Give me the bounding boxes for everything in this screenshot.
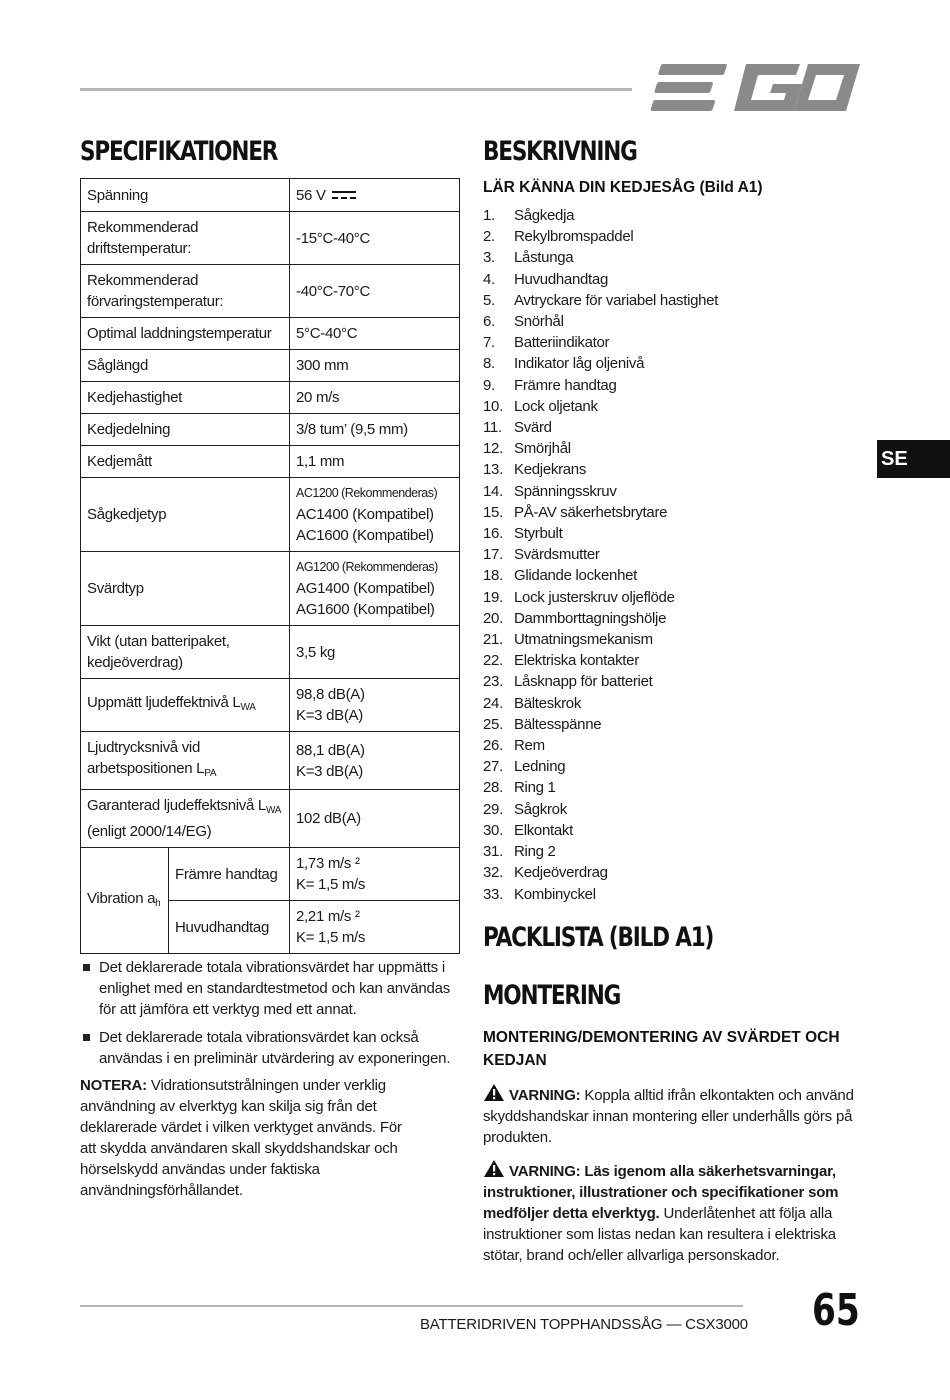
item-text: Utmatningsmekanism (514, 631, 653, 649)
table-row (81, 212, 460, 265)
packlist-heading: PACKLISTA (BILD A1) (483, 922, 714, 953)
bar-type-compatible-1: AG1400 (Kompatibel) (296, 580, 435, 597)
footer-rule (80, 1305, 743, 1307)
table-row (81, 848, 460, 901)
item-text: Ring 2 (514, 843, 556, 861)
item-text: PÅ-AV säkerhetsbrytare (514, 503, 668, 521)
table-row (81, 732, 460, 790)
spec-value (290, 478, 460, 552)
spec-value: 300 mm (290, 350, 460, 382)
list-item (483, 587, 718, 608)
list-item (483, 735, 718, 756)
list-item: Det deklarerade totala vibrationsvärdet har uppmätts i enlighet med en standardtestmetod och kan användas för att jämföra ett verktyg med ett annat. (80, 957, 460, 1020)
spec-value (290, 679, 460, 732)
spec-label: Vibration $a_h$ (81, 848, 169, 954)
item-number: 12. (483, 440, 503, 458)
item-text: Lock oljetank (514, 397, 598, 415)
list-item (483, 290, 718, 311)
list-item (483, 799, 718, 820)
list-item (483, 693, 718, 714)
list-item (483, 332, 718, 353)
vibration-rear-value: 2,21 m/s ² (296, 908, 360, 925)
item-number: 16. (483, 525, 503, 543)
item-text: Ring 1 (514, 779, 556, 797)
list-item (483, 502, 718, 523)
warning-bold-text: Läs igenom alla säkerhetsvarningar, instruktioner, illustrationer och specifikationer som medföljer detta elverktyg. (483, 1163, 839, 1222)
table-row (81, 446, 460, 478)
sound-power-value: 98,8 dB(A) (296, 686, 365, 703)
item-text: Bältesspänne (514, 715, 602, 733)
item-number: 23. (483, 673, 503, 691)
spec-label: Rekommenderad förvaringstemperatur: (81, 265, 290, 318)
list-item (483, 438, 718, 459)
spec-label: Kedjedelning (81, 414, 290, 446)
item-number: 2. (483, 228, 495, 246)
list-item (483, 459, 718, 480)
item-number: 32. (483, 864, 503, 882)
chain-type-compatible-1: AC1400 (Kompatibel) (296, 506, 434, 523)
parts-list (483, 205, 718, 905)
item-number: 10. (483, 397, 503, 415)
item-text: Indikator låg oljenivå (514, 355, 645, 373)
sound-pressure-uncertainty: K=3 dB(A) (296, 762, 363, 780)
item-text: Svärd (514, 419, 552, 437)
item-text: Låsknapp för batteriet (514, 673, 653, 691)
spec-label: Såglängd (81, 350, 290, 382)
item-text: Spänningsskruv (514, 482, 617, 500)
table-row (81, 679, 460, 732)
spec-label: Vikt (utan batteripaket, kedjeöverdrag) (81, 626, 290, 679)
warning-label: VARNING: (509, 1087, 581, 1104)
item-number: 3. (483, 249, 495, 267)
sound-power-uncertainty: K=3 dB(A) (296, 707, 363, 724)
spec-label: Garanterad ljudeffektsnivå $L_{WA}$ (enligt 2000/14/EG) (81, 790, 290, 848)
spec-value: 1,1 mm (290, 446, 460, 478)
item-text: Smörjhål (514, 440, 571, 458)
item-number: 18. (483, 567, 503, 585)
dc-current-icon (330, 189, 358, 203)
spec-label: Sågkedjetyp (81, 478, 290, 552)
item-text: Styrbult (514, 525, 563, 543)
list-item (483, 247, 718, 268)
table-row (81, 318, 460, 350)
item-number: 7. (483, 334, 495, 352)
list-item (483, 523, 718, 544)
item-text: Rem (514, 737, 545, 755)
vibration-front-uncertainty: K= 1,5 m/s (296, 876, 366, 893)
description-subheading: LÄR KÄNNA DIN KEDJESÅG (Bild A1) (483, 179, 763, 196)
item-number: 1. (483, 207, 495, 224)
item-number: 33. (483, 885, 503, 903)
note-label: NOTERA: (80, 1077, 147, 1094)
chain-type-compatible-2: AC1600 (Kompatibel) (296, 527, 434, 544)
table-row (81, 626, 460, 679)
item-text: Rekylbromspaddel (514, 228, 634, 246)
list-item (483, 884, 718, 905)
item-text: Ledning (514, 758, 566, 776)
list-item (483, 311, 718, 332)
bar-type-recommended: AG1200 (Rekommenderas) (296, 560, 438, 574)
spec-label: Optimal laddningstemperatur (81, 318, 290, 350)
item-text: Bälteskrok (514, 694, 582, 712)
item-number: 28. (483, 779, 503, 797)
item-text: Avtryckare för variabel hastighet (514, 291, 719, 309)
assembly-heading: MONTERING (483, 980, 621, 1011)
table-row (81, 179, 460, 212)
spec-value: 56 V (290, 179, 460, 212)
list-item (483, 396, 718, 417)
spec-value: 20 m/s (290, 382, 460, 414)
list-item: Det deklarerade totala vibrationsvärdet kan också användas i en preliminär utvärdering av exponeringen. (80, 1027, 460, 1069)
item-text: Kedjeöverdrag (514, 864, 608, 882)
chain-type-recommended: AC1200 (Rekommenderas) (296, 486, 438, 500)
item-text: Kombinyckel (514, 885, 596, 903)
specifications-heading: SPECIFIKATIONER (80, 136, 278, 167)
item-number: 9. (483, 376, 495, 394)
item-text: Dammborttagningshölje (514, 609, 667, 627)
spec-value: -40°C-70°C (290, 265, 460, 318)
item-text: Svärdsmutter (514, 546, 600, 564)
spec-value: -15°C-40°C (290, 212, 460, 265)
item-number: 4. (483, 270, 495, 288)
list-item (483, 629, 718, 650)
item-number: 5. (483, 291, 495, 309)
item-number: 15. (483, 503, 503, 521)
warning-2 (483, 1159, 868, 1266)
table-row (81, 382, 460, 414)
list-item (483, 417, 718, 438)
item-number: 30. (483, 821, 503, 839)
vibration-rear-uncertainty: K= 1,5 m/s (296, 929, 366, 946)
note-text: Vidrationsutstrålningen under verklig användning av elverktyg kan skilja sig från det deklarerade värdet i vilken verktyget används. För att skydda användaren skall skyddshandskar och hörselskydd användas under faktiska användningsförhållandet. (80, 1077, 402, 1199)
spec-value: 3/8 tum’ (9,5 mm) (290, 414, 460, 446)
item-number: 27. (483, 758, 503, 776)
item-number: 24. (483, 694, 503, 712)
warning-triangle-icon (483, 1083, 505, 1102)
item-text: Elkontakt (514, 821, 573, 839)
list-item (483, 375, 718, 396)
item-text: Sågkrok (514, 800, 567, 818)
item-number: 6. (483, 313, 495, 331)
note-paragraph (80, 1075, 420, 1201)
item-number: 21. (483, 631, 503, 649)
spec-value (290, 732, 460, 790)
list-item (483, 756, 718, 777)
item-number: 26. (483, 737, 503, 755)
description-heading: BESKRIVNING (483, 136, 637, 167)
list-item (483, 226, 718, 247)
bar-type-compatible-2: AG1600 (Kompatibel) (296, 601, 435, 618)
list-item (483, 353, 718, 374)
table-row (81, 552, 460, 626)
item-number: 20. (483, 609, 503, 627)
item-text: Sågkedja (514, 207, 575, 224)
item-number: 31. (483, 843, 503, 861)
list-item (483, 862, 718, 883)
sound-pressure-value: 88,1 dB(A) (296, 741, 365, 759)
item-number: 17. (483, 546, 503, 564)
warning-1 (483, 1083, 868, 1148)
table-row (81, 414, 460, 446)
list-item (483, 777, 718, 798)
list-item (483, 820, 718, 841)
table-row (81, 265, 460, 318)
assembly-subheading: MONTERING/DEMONTERING AV SVÄRDET OCH KEDJAN (483, 1029, 840, 1069)
spec-value (290, 901, 460, 954)
warning-label: VARNING: (509, 1163, 581, 1180)
item-number: 11. (483, 419, 502, 437)
item-number: 25. (483, 715, 503, 733)
item-text: Glidande lockenhet (514, 567, 638, 585)
warning-text: Koppla alltid ifrån elkontakten och använd skyddshandskar innan montering eller underhålls görs på produkten. (483, 1087, 854, 1146)
spec-label: Ljudtrycksnivå vid arbetspositionen $L_{PA}$ (81, 732, 290, 790)
item-number: 22. (483, 652, 503, 670)
page-number: 65 (812, 1285, 860, 1336)
language-tab: SE (877, 440, 950, 478)
list-item (483, 608, 718, 629)
list-item (483, 269, 718, 290)
ego-logo (650, 62, 862, 114)
item-number: 29. (483, 800, 503, 818)
spec-label: Rekommenderad driftstemperatur: (81, 212, 290, 265)
spec-value (290, 552, 460, 626)
item-text: Huvudhandtag (514, 270, 608, 288)
item-number: 8. (483, 355, 495, 373)
list-item (483, 565, 718, 586)
item-text: Lock justerskruv oljeflöde (514, 588, 675, 606)
list-item (483, 544, 718, 565)
specifications-table (80, 178, 460, 954)
list-item (483, 671, 718, 692)
item-number: 13. (483, 461, 503, 479)
vibration-front-value: 1,73 m/s ² (296, 855, 360, 872)
spec-value: 3,5 kg (290, 626, 460, 679)
vibration-rear-label: Huvudhandtag (169, 901, 290, 954)
spec-value: 102 dB(A) (290, 790, 460, 848)
item-text: Elektriska kontakter (514, 652, 639, 670)
spec-label: Kedjehastighet (81, 382, 290, 414)
list-item (483, 714, 718, 735)
list-item (483, 205, 718, 226)
item-text: Kedjekrans (514, 461, 587, 479)
vibration-notes (80, 957, 460, 1076)
list-item (483, 650, 718, 671)
spec-value: 5°C-40°C (290, 318, 460, 350)
item-number: 19. (483, 588, 503, 606)
item-text: Låstunga (514, 249, 574, 267)
spec-label: Kedjemått (81, 446, 290, 478)
spec-value (290, 848, 460, 901)
table-row (81, 350, 460, 382)
item-text: Snörhål (514, 313, 564, 331)
item-text: Batteriindikator (514, 334, 610, 352)
warning-text: Underlåtenhet att följa alla instruktioner som listas nedan kan resultera i elektriska stötar, brand och/eller allvarliga personskador. (483, 1205, 836, 1264)
list-item (483, 481, 718, 502)
spec-label: Svärdtyp (81, 552, 290, 626)
vibration-front-label: Främre handtag (169, 848, 290, 901)
item-text: Främre handtag (514, 376, 617, 394)
table-row (81, 478, 460, 552)
list-item (483, 841, 718, 862)
spec-label: Spänning (81, 179, 290, 212)
item-number: 14. (483, 482, 503, 500)
footer-title: BATTERIDRIVEN TOPPHANDSSÅG — CSX3000 (420, 1316, 748, 1333)
header-rule (80, 88, 632, 91)
spec-label: Uppmätt ljudeffektnivå $L_{WA}$ (81, 679, 290, 732)
table-row (81, 790, 460, 848)
warning-triangle-icon (483, 1159, 505, 1178)
